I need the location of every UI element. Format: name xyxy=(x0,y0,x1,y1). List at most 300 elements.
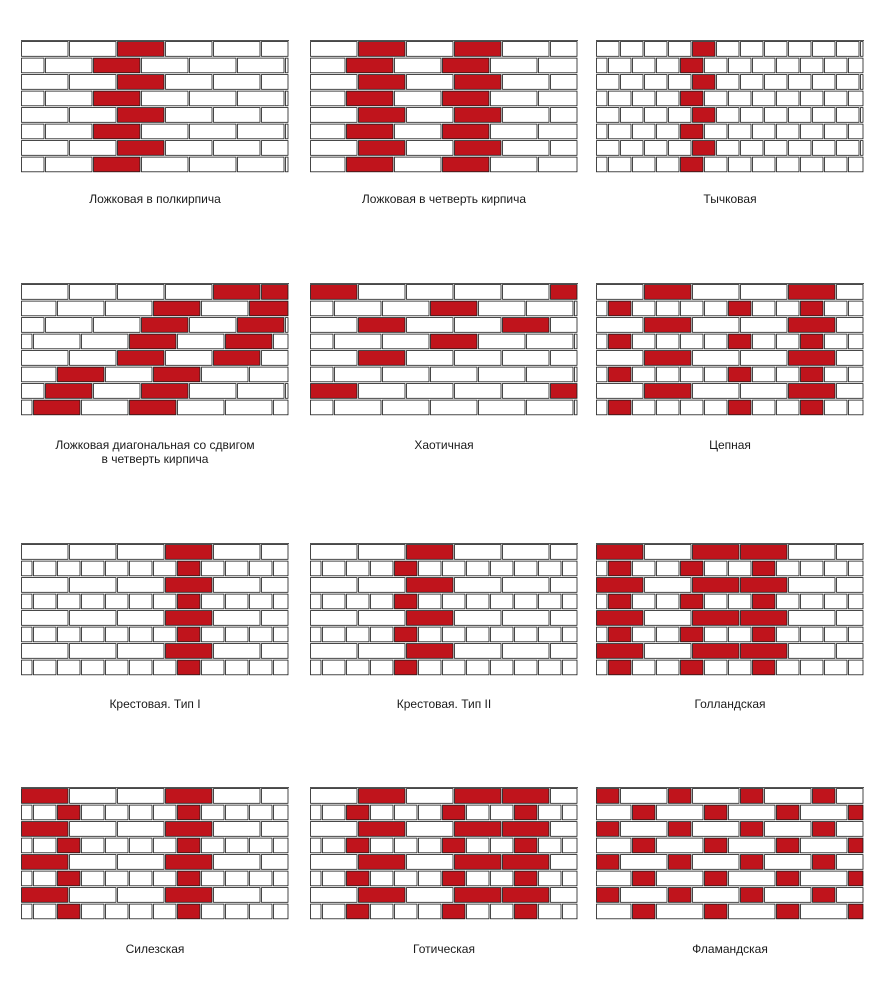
brick xyxy=(657,58,680,73)
brick xyxy=(202,871,225,886)
brick xyxy=(371,627,394,642)
brick xyxy=(130,660,153,675)
accent-brick xyxy=(693,75,716,90)
brick xyxy=(503,384,550,399)
brick xyxy=(311,124,346,139)
brick xyxy=(729,660,752,675)
brick xyxy=(741,75,764,90)
accent-brick xyxy=(118,42,165,57)
brick xyxy=(190,318,237,333)
accent-brick xyxy=(681,561,704,576)
brick xyxy=(813,75,836,90)
brick xyxy=(693,822,740,837)
brick xyxy=(250,805,273,820)
pattern-flemish xyxy=(596,787,864,962)
brick xyxy=(118,855,165,870)
brick xyxy=(118,644,165,659)
brick xyxy=(70,611,117,626)
brick xyxy=(837,545,864,560)
accent-brick xyxy=(515,838,538,853)
brick xyxy=(503,644,550,659)
accent-brick xyxy=(645,318,692,333)
accent-brick xyxy=(22,789,69,804)
brick xyxy=(323,594,346,609)
brick xyxy=(286,318,289,333)
brick xyxy=(262,75,289,90)
brick xyxy=(645,611,692,626)
brick xyxy=(491,58,538,73)
brick xyxy=(657,91,680,106)
brick xyxy=(849,660,864,675)
brick xyxy=(166,42,213,57)
brick xyxy=(262,855,289,870)
accent-brick xyxy=(741,644,788,659)
brick xyxy=(34,871,57,886)
brick xyxy=(262,42,289,57)
accent-brick xyxy=(443,124,490,139)
brick xyxy=(657,838,704,853)
brick xyxy=(515,594,538,609)
brick xyxy=(22,318,45,333)
accent-brick xyxy=(609,561,632,576)
accent-brick xyxy=(849,904,864,919)
brick xyxy=(274,904,289,919)
brick xyxy=(311,838,322,853)
accent-brick xyxy=(22,888,69,903)
brick xyxy=(597,400,608,415)
brick xyxy=(777,561,800,576)
brick xyxy=(503,611,550,626)
brick xyxy=(621,822,668,837)
brick xyxy=(777,367,800,382)
brick xyxy=(777,660,800,675)
accent-brick xyxy=(359,42,406,57)
brick xyxy=(407,888,454,903)
brick xyxy=(262,545,289,560)
brick xyxy=(539,91,578,106)
brick xyxy=(849,561,864,576)
brick xyxy=(154,805,177,820)
brick xyxy=(741,285,788,300)
brick xyxy=(621,42,644,57)
brick xyxy=(311,318,358,333)
brick xyxy=(801,904,848,919)
brick xyxy=(311,400,334,415)
brick xyxy=(214,611,261,626)
brick xyxy=(657,367,680,382)
brick xyxy=(22,91,45,106)
brick xyxy=(753,334,776,349)
accent-brick xyxy=(753,660,776,675)
accent-brick xyxy=(789,285,836,300)
brick xyxy=(801,124,824,139)
brick xyxy=(142,124,189,139)
brick xyxy=(765,75,788,90)
accent-brick xyxy=(597,888,620,903)
brick xyxy=(214,822,261,837)
brick xyxy=(371,594,394,609)
brick xyxy=(705,400,728,415)
brick xyxy=(765,789,812,804)
accent-brick xyxy=(705,838,728,853)
brick xyxy=(597,91,608,106)
brick xyxy=(717,75,740,90)
brick xyxy=(753,91,776,106)
brick xyxy=(22,904,33,919)
brick xyxy=(825,594,848,609)
brick xyxy=(226,561,249,576)
brick xyxy=(849,58,864,73)
brick xyxy=(777,124,800,139)
accent-brick xyxy=(359,75,406,90)
accent-brick xyxy=(693,611,740,626)
pattern-caption: Тычковая xyxy=(703,192,757,206)
accent-brick xyxy=(94,91,141,106)
accent-brick xyxy=(741,789,764,804)
accent-brick xyxy=(729,334,752,349)
brick xyxy=(274,561,289,576)
brick-wall-gothic xyxy=(310,787,578,922)
brick xyxy=(575,301,578,316)
pattern-quarter-stretcher xyxy=(310,40,578,215)
brick xyxy=(789,578,836,593)
brick xyxy=(419,805,442,820)
accent-brick xyxy=(693,108,716,123)
brick xyxy=(837,611,864,626)
brick xyxy=(551,611,578,626)
accent-brick xyxy=(395,627,418,642)
brick xyxy=(669,108,692,123)
accent-brick xyxy=(753,594,776,609)
accent-brick xyxy=(178,594,201,609)
brick xyxy=(645,75,668,90)
brick xyxy=(383,400,430,415)
brick xyxy=(323,871,346,886)
pattern-caption: Ложковая в четверть кирпича xyxy=(361,192,527,206)
brick xyxy=(58,594,81,609)
brick xyxy=(837,888,864,903)
brick xyxy=(214,789,261,804)
accent-brick xyxy=(693,545,740,560)
accent-brick xyxy=(681,660,704,675)
brick xyxy=(705,594,728,609)
brick xyxy=(597,660,608,675)
brick xyxy=(371,561,394,576)
brick xyxy=(82,805,105,820)
brick xyxy=(669,141,692,156)
brick xyxy=(274,660,289,675)
brick xyxy=(419,838,442,853)
brick xyxy=(58,301,105,316)
accent-brick xyxy=(681,58,704,73)
brick xyxy=(609,157,632,172)
brick xyxy=(311,871,322,886)
brick xyxy=(214,578,261,593)
accent-brick xyxy=(118,75,165,90)
accent-brick xyxy=(455,108,502,123)
accent-brick xyxy=(58,904,81,919)
brick xyxy=(118,285,165,300)
accent-brick xyxy=(597,611,644,626)
accent-brick xyxy=(597,545,644,560)
brick xyxy=(717,108,740,123)
brick-wall-quarter-stretcher xyxy=(310,40,578,175)
brick xyxy=(154,561,177,576)
brick xyxy=(657,157,680,172)
brick xyxy=(765,141,788,156)
brick xyxy=(825,334,848,349)
brick xyxy=(657,871,704,886)
brick xyxy=(645,141,668,156)
accent-brick xyxy=(407,578,454,593)
brick xyxy=(621,888,668,903)
brick xyxy=(503,285,550,300)
brick xyxy=(705,660,728,675)
brick xyxy=(861,42,864,57)
brick xyxy=(443,627,466,642)
accent-brick xyxy=(130,334,177,349)
brick xyxy=(741,108,764,123)
brick xyxy=(729,124,752,139)
pattern-chain xyxy=(596,283,864,458)
brick xyxy=(633,627,656,642)
accent-brick xyxy=(455,789,502,804)
brick xyxy=(46,157,93,172)
brick xyxy=(22,400,33,415)
brick xyxy=(789,75,812,90)
brick xyxy=(250,838,273,853)
accent-brick xyxy=(455,42,502,57)
brick xyxy=(467,904,490,919)
brick xyxy=(479,400,526,415)
accent-brick xyxy=(741,888,764,903)
accent-brick xyxy=(359,888,406,903)
brick xyxy=(539,157,578,172)
brick xyxy=(849,627,864,642)
brick xyxy=(705,58,728,73)
brick xyxy=(359,384,406,399)
brick xyxy=(94,318,141,333)
accent-brick xyxy=(347,124,394,139)
brick xyxy=(633,561,656,576)
brick xyxy=(58,561,81,576)
brick xyxy=(431,367,478,382)
brick xyxy=(597,75,620,90)
brick xyxy=(753,124,776,139)
accent-brick xyxy=(645,351,692,366)
brick xyxy=(274,805,289,820)
brick xyxy=(202,805,225,820)
accent-brick xyxy=(166,789,213,804)
accent-brick xyxy=(681,124,704,139)
brick xyxy=(118,545,165,560)
brick xyxy=(359,578,406,593)
brick xyxy=(371,805,394,820)
brick xyxy=(515,561,538,576)
brick xyxy=(597,561,608,576)
accent-brick xyxy=(443,157,490,172)
accent-brick xyxy=(46,384,93,399)
accent-brick xyxy=(741,545,788,560)
accent-brick xyxy=(645,384,692,399)
accent-brick xyxy=(166,644,213,659)
brick xyxy=(705,627,728,642)
brick xyxy=(262,822,289,837)
brick xyxy=(861,75,864,90)
accent-brick xyxy=(741,855,764,870)
accent-brick xyxy=(178,838,201,853)
accent-brick xyxy=(551,285,578,300)
brick xyxy=(34,334,81,349)
accent-brick xyxy=(347,157,394,172)
brick xyxy=(274,838,289,853)
brick xyxy=(729,838,776,853)
brick xyxy=(82,904,105,919)
accent-brick xyxy=(395,594,418,609)
brick xyxy=(801,838,848,853)
brick xyxy=(34,660,57,675)
brick xyxy=(777,301,800,316)
brick xyxy=(443,594,466,609)
brick xyxy=(82,400,129,415)
brick xyxy=(515,660,538,675)
brick xyxy=(154,904,177,919)
pattern-caption: Хаотичная xyxy=(414,438,474,452)
brick xyxy=(34,904,57,919)
brick xyxy=(311,789,358,804)
brick xyxy=(705,124,728,139)
accent-brick xyxy=(407,611,454,626)
brick xyxy=(202,627,225,642)
accent-brick xyxy=(359,141,406,156)
accent-brick xyxy=(609,660,632,675)
accent-brick xyxy=(753,627,776,642)
accent-brick xyxy=(178,660,201,675)
brick xyxy=(503,141,550,156)
accent-brick xyxy=(597,822,620,837)
brick xyxy=(238,124,285,139)
accent-brick xyxy=(597,855,620,870)
accent-brick xyxy=(633,904,656,919)
brick xyxy=(597,627,608,642)
brick xyxy=(226,627,249,642)
brick xyxy=(729,561,752,576)
brick xyxy=(539,124,578,139)
accent-brick xyxy=(813,888,836,903)
accent-brick xyxy=(609,400,632,415)
brick xyxy=(765,108,788,123)
brick xyxy=(202,904,225,919)
accent-brick xyxy=(455,141,502,156)
brick xyxy=(214,75,261,90)
brick xyxy=(311,855,358,870)
accent-brick xyxy=(693,141,716,156)
brick xyxy=(130,627,153,642)
brick xyxy=(801,91,824,106)
brick xyxy=(861,108,864,123)
accent-brick xyxy=(777,871,800,886)
brick xyxy=(741,318,788,333)
brick xyxy=(443,660,466,675)
brick xyxy=(657,660,680,675)
brick xyxy=(777,400,800,415)
brick xyxy=(311,805,322,820)
accent-brick xyxy=(729,367,752,382)
accent-brick xyxy=(178,627,201,642)
brick xyxy=(849,124,864,139)
brick xyxy=(274,627,289,642)
brick xyxy=(106,301,153,316)
brick xyxy=(371,871,394,886)
brick xyxy=(250,367,289,382)
brick xyxy=(118,578,165,593)
brick xyxy=(359,644,406,659)
accent-brick xyxy=(443,91,490,106)
brick xyxy=(491,627,514,642)
brick xyxy=(214,141,261,156)
brick xyxy=(154,660,177,675)
brick xyxy=(681,301,704,316)
brick xyxy=(22,561,33,576)
brick xyxy=(467,594,490,609)
brick xyxy=(106,561,129,576)
accent-brick xyxy=(503,789,550,804)
brick xyxy=(657,805,704,820)
brick xyxy=(801,594,824,609)
brick xyxy=(166,351,213,366)
brick xyxy=(202,301,249,316)
brick xyxy=(46,124,93,139)
pattern-caption: Готическая xyxy=(413,942,475,956)
brick xyxy=(813,108,836,123)
brick xyxy=(777,334,800,349)
brick xyxy=(311,301,334,316)
brick xyxy=(837,108,860,123)
brick xyxy=(633,157,656,172)
brick xyxy=(419,561,442,576)
brick xyxy=(202,838,225,853)
brick xyxy=(849,157,864,172)
brick xyxy=(849,334,864,349)
accent-brick xyxy=(443,871,466,886)
brick xyxy=(729,594,752,609)
brick xyxy=(46,91,93,106)
brick xyxy=(741,141,764,156)
brick xyxy=(154,594,177,609)
brick xyxy=(597,285,644,300)
brick xyxy=(262,578,289,593)
brick xyxy=(70,644,117,659)
brick xyxy=(849,301,864,316)
brick xyxy=(801,660,824,675)
brick xyxy=(527,334,574,349)
brick xyxy=(106,904,129,919)
brick xyxy=(837,285,864,300)
brick xyxy=(753,400,776,415)
brick xyxy=(551,578,578,593)
brick xyxy=(801,157,824,172)
brick xyxy=(563,904,578,919)
brick xyxy=(250,594,273,609)
accent-brick xyxy=(431,334,478,349)
brick xyxy=(323,805,346,820)
brick xyxy=(657,301,680,316)
brick xyxy=(70,545,117,560)
brick xyxy=(597,301,608,316)
accent-brick xyxy=(609,334,632,349)
brick xyxy=(311,888,358,903)
brick xyxy=(311,42,358,57)
